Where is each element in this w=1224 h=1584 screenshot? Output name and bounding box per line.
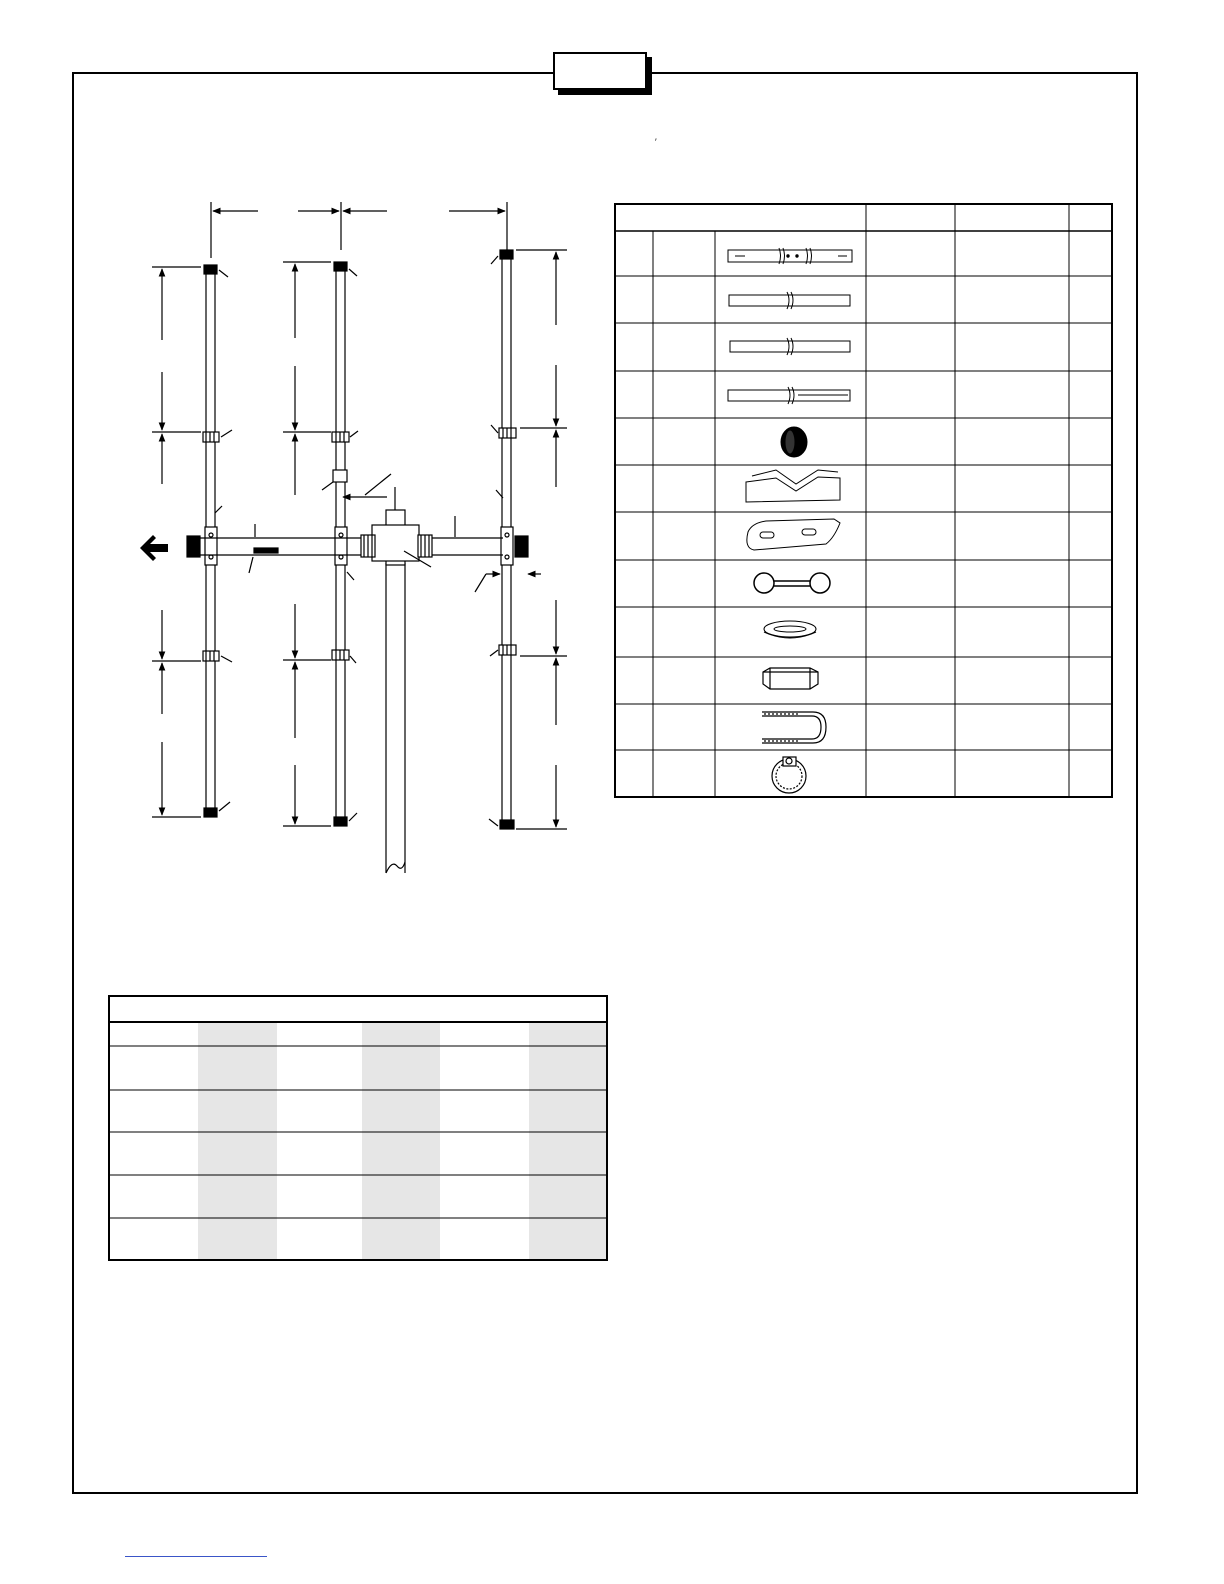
- tube-icon: [730, 338, 850, 355]
- reflector-element: [203, 265, 232, 817]
- antenna-diagram: [152, 202, 567, 873]
- insulator-link-icon: [754, 573, 830, 593]
- director-element: [489, 250, 516, 829]
- u-bolt-icon: [762, 712, 826, 743]
- mounting-plate-icon: [747, 519, 840, 550]
- footer-link[interactable]: [125, 1556, 267, 1557]
- middle-dimensions: [283, 262, 331, 826]
- tube-icon: [729, 292, 850, 309]
- driven-element: [322, 262, 358, 826]
- offset-dimension: [475, 574, 541, 592]
- dimension-table: [109, 996, 607, 1260]
- tube-with-slot-icon: [728, 387, 850, 404]
- hose-clamp-icon: [772, 757, 806, 793]
- arrow-left-icon: [140, 535, 168, 561]
- lock-washer-icon: [764, 621, 816, 638]
- hex-nut-icon: [763, 668, 818, 689]
- parts-table: [615, 204, 1112, 797]
- saddle-bracket-icon: [746, 470, 840, 502]
- end-cap-icon: [781, 427, 807, 457]
- top-dimensions: [211, 202, 507, 258]
- long-tube-with-holes-icon: [728, 248, 852, 264]
- stray-mark: ′: [655, 137, 657, 147]
- boom: [187, 516, 528, 573]
